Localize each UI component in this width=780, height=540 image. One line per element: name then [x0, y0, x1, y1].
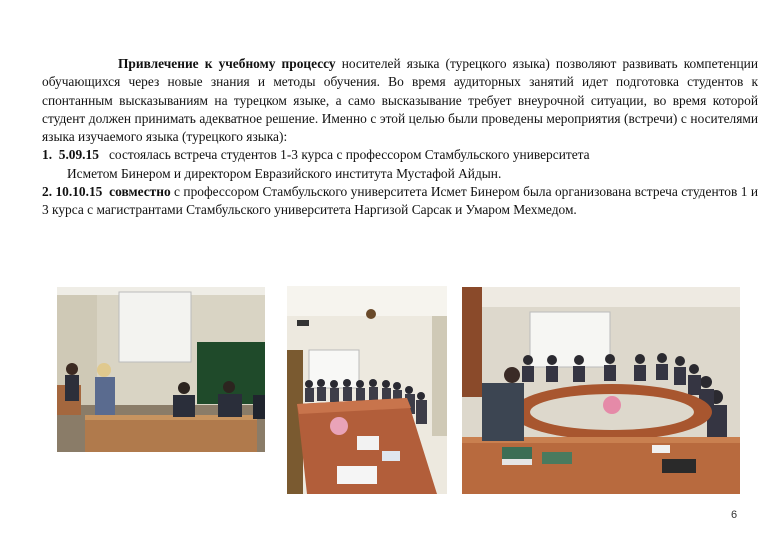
event-1-date: 5.09.15: [58, 147, 99, 163]
photo-lecture-hall: [57, 287, 265, 452]
intro-lead: Привлечение к учебному процессу: [118, 56, 336, 71]
event-2: [42, 183, 758, 220]
event-1: [42, 146, 758, 183]
event-2-number: 2.: [42, 184, 53, 200]
event-1-text: состоялась встреча студентов 1-3 курса с профессором Стамбульского университета: [108, 147, 590, 163]
event-2-strong: совместно: [109, 184, 171, 200]
intro-paragraph: [42, 55, 758, 146]
event-1-continuation: Исметом Бинером и директором Евразийского института Мустафой Айдын.: [67, 165, 502, 181]
photo-students-table: [287, 286, 447, 494]
event-1-line: [42, 146, 758, 164]
page-number: 6: [730, 509, 738, 521]
intro-body: носителей языка (турецкого языка) позволяют развивать компетенции обучающихся через новые знания и методы обучения. Во время аудиторных занятий идет подготовка студентов к спонтанным высказываниям на турецком языке, а само высказывание требует внеурочной ситуации, во время которой студент должен принимать адекватное решение. Именно с этой целью были проведены мероприятия (встречи) с носителями языка изучаемого языка (турецкого языка):: [42, 56, 758, 145]
event-2-text: с профессором Стамбульского университета Исмет Бинером была организована встреча студентов 1 и 3 курса с магистрантами Стамбульского университета Наргизой Сарсак и Умаром Мехмедом.: [42, 184, 758, 218]
main-text: [42, 55, 758, 220]
event-2-line: [42, 183, 758, 220]
photo-round-table: [462, 287, 740, 494]
event-1-number: 1.: [42, 147, 53, 163]
event-2-date: 10.10.15: [55, 184, 103, 200]
